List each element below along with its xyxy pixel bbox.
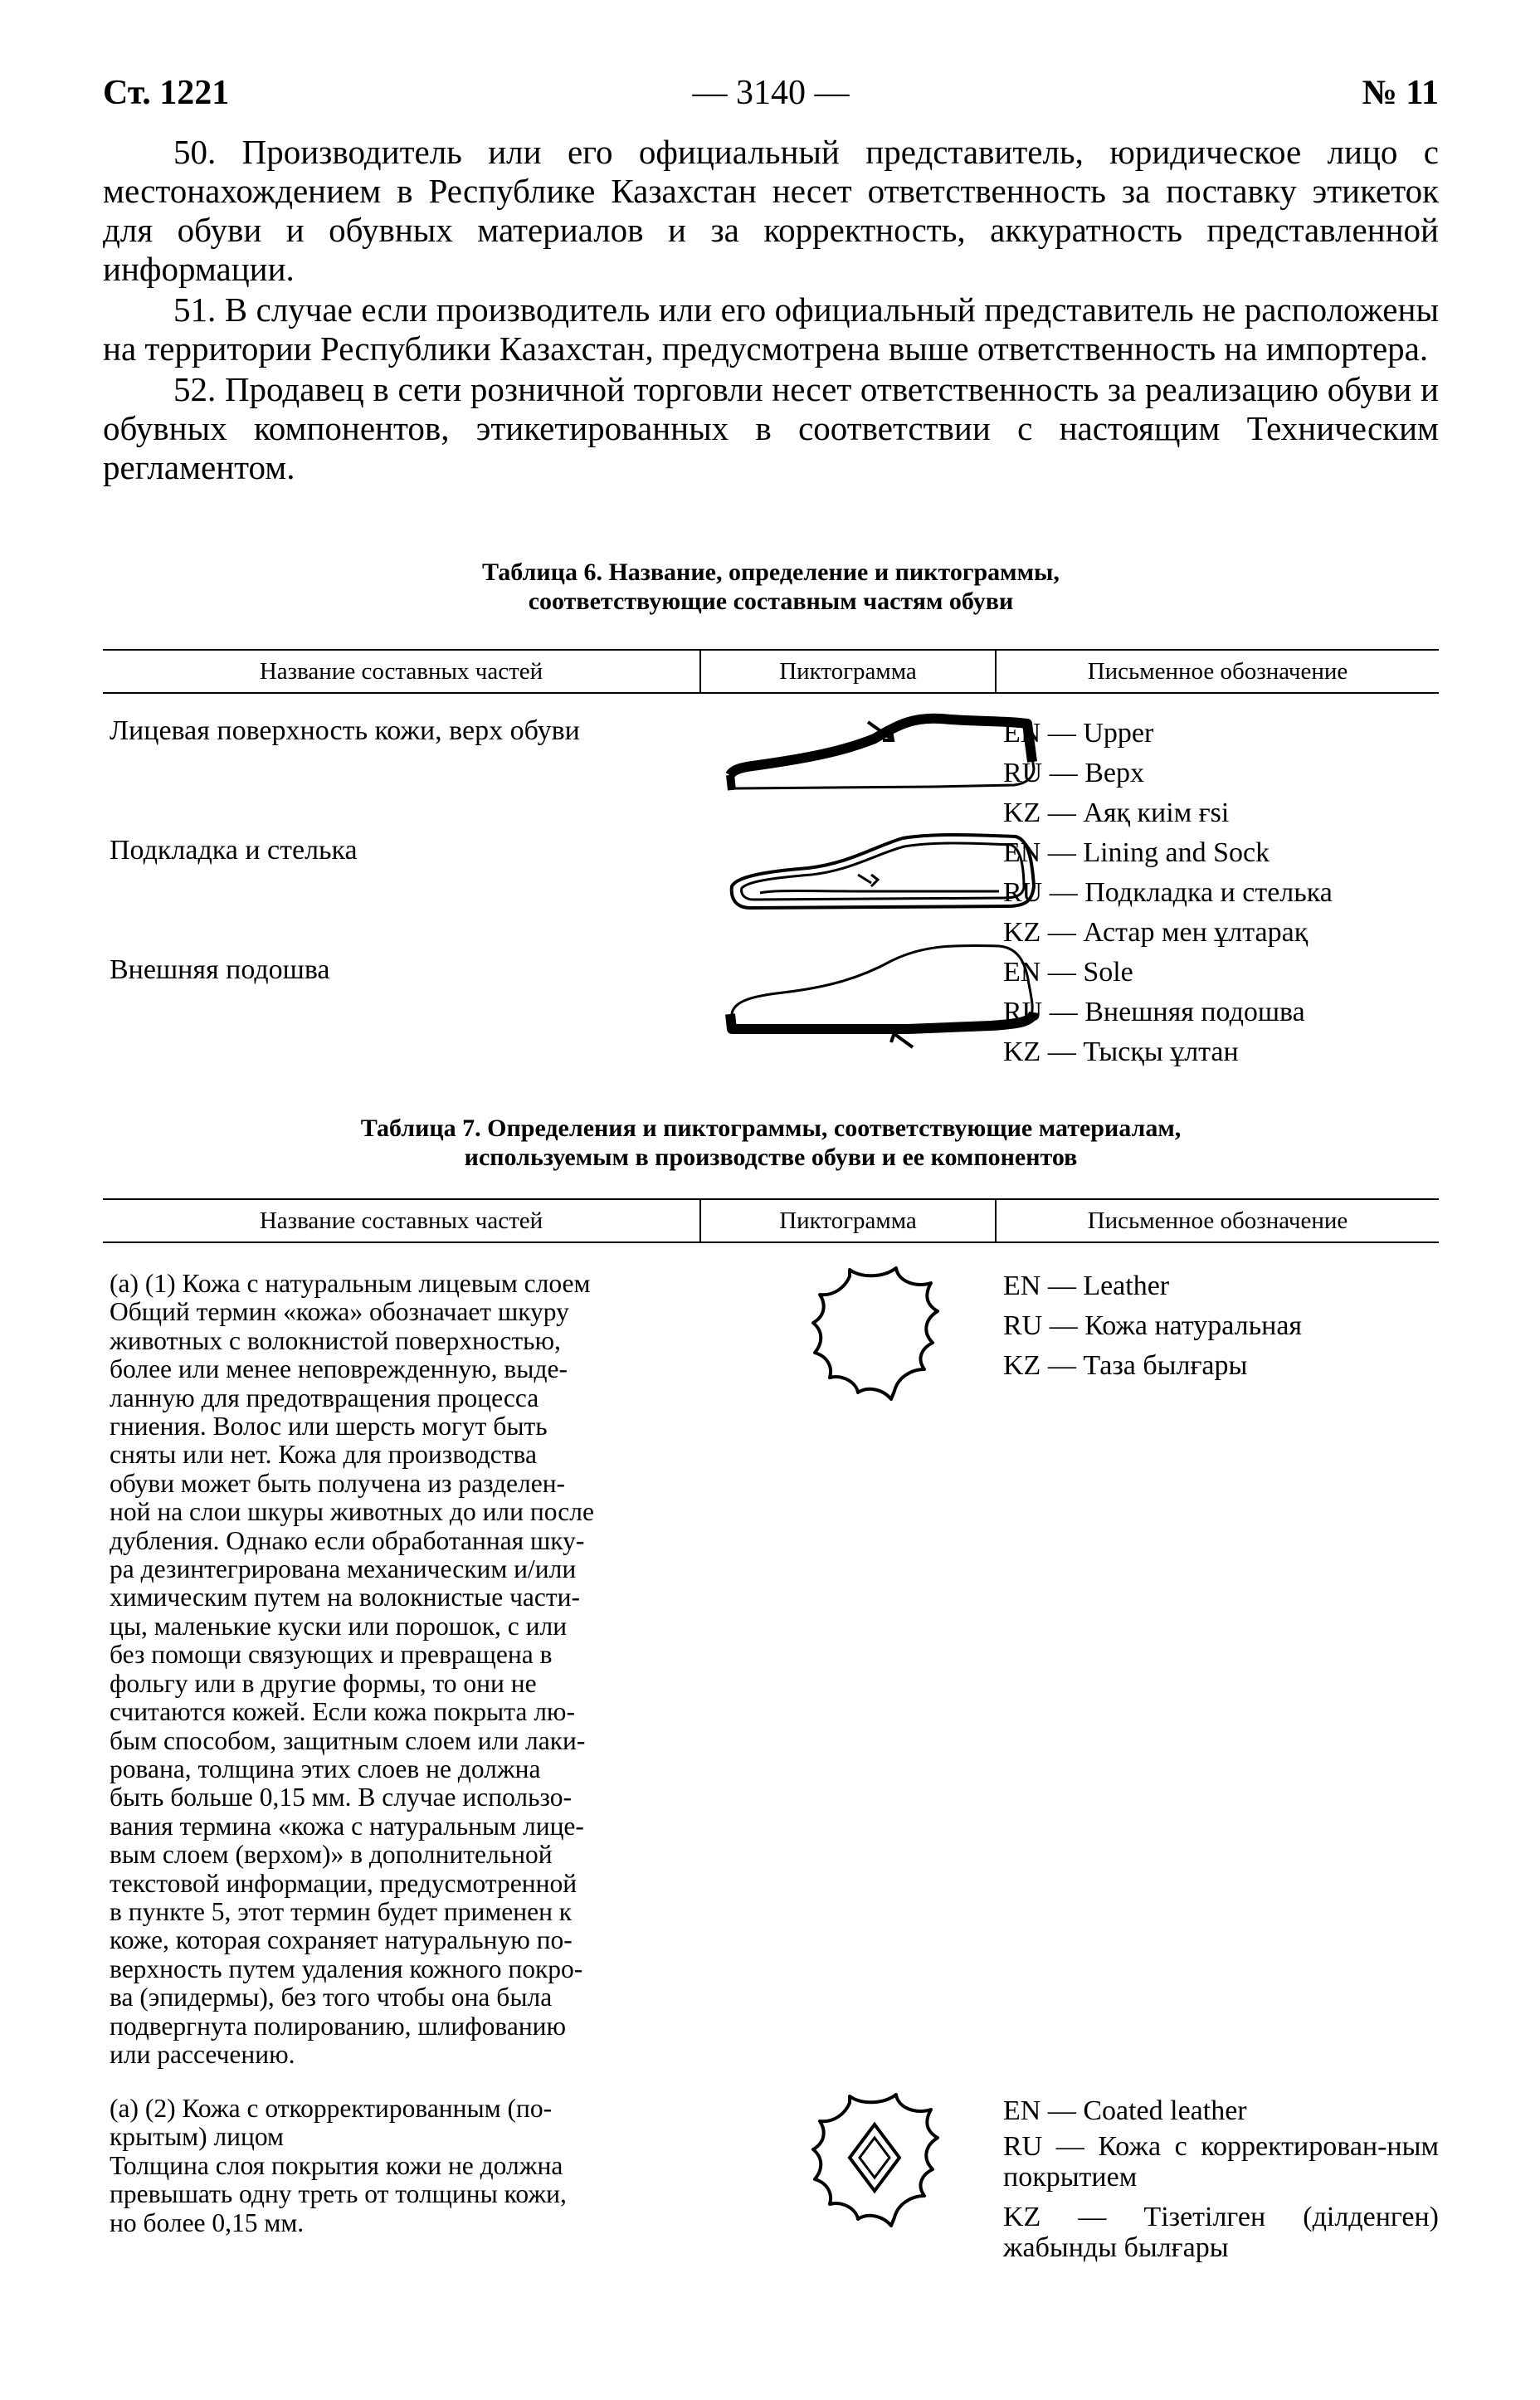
table6-row-lining-codes xyxy=(1003,833,1439,953)
paragraph-52: 52. Продавец в сети розничной торговли несет ответственность за реализацию обуви и обувных компонентов, этикетированных в соответствии с настоящим Техническим регламентом. xyxy=(103,370,1439,486)
code-en: EN — Sole xyxy=(1003,957,1133,988)
description-line: считаются кожей. Если кожа покрыта лю- xyxy=(110,1697,575,1727)
leather-hide-icon xyxy=(792,1260,958,1402)
description-line: коже, которая сохраняет натуральную по- xyxy=(110,1925,573,1955)
description-line: подвергнута полированию, шлифованию xyxy=(110,2011,567,2041)
article-number: Ст. 1221 xyxy=(103,74,230,112)
description-line: Общий термин «кожа» обозначает шкуру xyxy=(110,1297,569,1327)
table6-row-sole-codes xyxy=(1003,953,1439,1072)
description-line: вым слоем (верхом)» в дополнительной xyxy=(110,1840,553,1870)
table7-row-coated-codes xyxy=(1003,2091,1439,2272)
table6-header-pictogram: Пиктограмма xyxy=(701,651,997,692)
description-line: ра дезинтегрирована механическим и/или xyxy=(110,1554,577,1584)
description-line: рована, толщина этих слоев не должна xyxy=(110,1754,541,1783)
table6-caption xyxy=(103,558,1439,616)
description-line: вания термина «кожа с натуральным лице- xyxy=(110,1811,584,1841)
table7-caption-line2: используемым в производстве обуви и ее компонентов xyxy=(464,1144,1078,1171)
code-ru: RU — Кожа натуральная xyxy=(1003,1310,1303,1341)
description-line: ва (эпидермы), без того чтобы она была xyxy=(110,1983,553,2012)
table7-row-coated-description xyxy=(110,2095,690,2237)
description-line: ной на слои шкуры животных до или после xyxy=(110,1497,594,1527)
description-line: сняты или нет. Кожа для производства xyxy=(110,1440,537,1470)
description-line: цы, маленькие куски или порошок, с или xyxy=(110,1611,568,1641)
code-kz: KZ — Тізетілген (ділденген) жабынды былғары xyxy=(1003,2202,1439,2263)
table7-header xyxy=(103,1198,1439,1243)
page-header xyxy=(103,73,1439,123)
description-line: без помощи связующих и превращена в xyxy=(110,1640,553,1670)
table7-header-designation: Письменное обозначение xyxy=(1087,1207,1348,1234)
table7-row-leather-description xyxy=(110,1270,690,2069)
table6-header-name: Название составных частей xyxy=(103,651,701,692)
description-line: ланную для предотвращения процесса xyxy=(110,1383,539,1412)
coated-leather-icon xyxy=(792,2086,958,2229)
description-line: текстовой информации, предусмотренной xyxy=(110,1868,578,1898)
table7-header-name: Название составных частей xyxy=(103,1200,701,1241)
table7-row-leather-codes xyxy=(1003,1266,1439,1386)
description-line: (а) (1) Кожа с натуральным лицевым слоем xyxy=(110,1269,591,1298)
description-line: верхность путем удаления кожного покро- xyxy=(110,1954,583,1983)
body-text xyxy=(103,133,1439,489)
code-ru: RU — Верх xyxy=(1003,758,1144,788)
description-line: дубления. Однако если обработанная шку- xyxy=(110,1525,585,1555)
description-line: более или менее неповрежденную, выде- xyxy=(110,1354,568,1384)
code-kz: KZ — Астар мен ұлтарақ xyxy=(1003,917,1309,948)
description-line: Толщина слоя покрытия кожи не должна xyxy=(110,2150,563,2180)
table7-header-pictogram: Пиктограмма xyxy=(701,1200,997,1241)
description-line: обуви может быть получена из разделен- xyxy=(110,1468,566,1498)
table6-row-upper-codes xyxy=(1003,714,1439,833)
description-line: химическим путем на волокнистые части- xyxy=(110,1583,580,1612)
description-line: гниения. Волос или шерсть могут быть xyxy=(110,1412,548,1441)
code-en: EN — Upper xyxy=(1003,718,1154,749)
description-line: в пункте 5, этот термин будет применен к xyxy=(110,1896,573,1926)
table7-caption-line1: Таблица 7. Определения и пиктограммы, соответствующие материалам, xyxy=(360,1115,1182,1142)
description-line: (а) (2) Кожа с откорректированным (по- xyxy=(110,2094,553,2123)
shoe-lining-icon xyxy=(725,828,1040,920)
shoe-upper-icon xyxy=(725,704,1040,803)
code-en: EN — Leather xyxy=(1003,1271,1170,1301)
description-line: бым способом, защитным слоем или лаки- xyxy=(110,1725,586,1755)
table6-row-sole-name: Внешняя подошва xyxy=(110,954,330,985)
table6-header xyxy=(103,649,1439,694)
description-line: или рассечению. xyxy=(110,2039,295,2069)
table6-header-designation: Письменное обозначение xyxy=(1087,658,1348,685)
issue-number: № 11 xyxy=(1362,74,1439,112)
description-line: крытым) лицом xyxy=(110,2122,284,2152)
description-line: но более 0,15 мм. xyxy=(110,2207,305,2237)
code-ru: RU — Кожа с корректирован-ным покрытием xyxy=(1003,2131,1439,2193)
table6-caption-line1: Таблица 6. Название, определение и пиктограммы, xyxy=(482,559,1060,586)
code-ru: RU — Подкладка и стелька xyxy=(1003,877,1333,908)
description-line: быть больше 0,15 мм. В случае использо- xyxy=(110,1783,573,1812)
shoe-sole-icon xyxy=(725,936,1040,1052)
page-number: — 3140 — xyxy=(692,74,850,112)
code-en: EN — Lining and Sock xyxy=(1003,837,1270,868)
description-line: фольгу или в другие формы, то они не xyxy=(110,1668,537,1698)
code-en: EN — Coated leather xyxy=(1003,2095,1247,2126)
description-line: превышать одну треть от толщины кожи, xyxy=(110,2179,567,2209)
paragraph-50: 50. Производитель или его официальный представитель, юридическое лицо с местонахождением в Республике Казахстан несет ответственность за поставку этикеток для обуви и обувных материалов и за корректность, аккуратность представленной информации. xyxy=(103,133,1439,288)
table6-caption-line2: соответствующие составным частям обуви xyxy=(528,588,1014,615)
code-ru: RU — Внешняя подошва xyxy=(1003,997,1305,1027)
description-line: животных с волокнистой поверхностью, xyxy=(110,1325,561,1355)
table6-row-upper-name: Лицевая поверхность кожи, верх обуви xyxy=(110,715,580,746)
paragraph-51: 51. В случае если производитель или его официальный представитель не расположены на территории Республики Казахстан, предусмотрена выше ответственность на импортера. xyxy=(103,290,1439,368)
code-kz: KZ — Аяқ киім ғsi xyxy=(1003,798,1230,828)
code-kz: KZ — Таза былғары xyxy=(1003,1350,1248,1381)
table6-row-lining-name: Подкладка и стелька xyxy=(110,835,358,866)
code-kz: KZ — Тысқы ұлтан xyxy=(1003,1037,1239,1067)
table7-caption xyxy=(103,1114,1439,1172)
